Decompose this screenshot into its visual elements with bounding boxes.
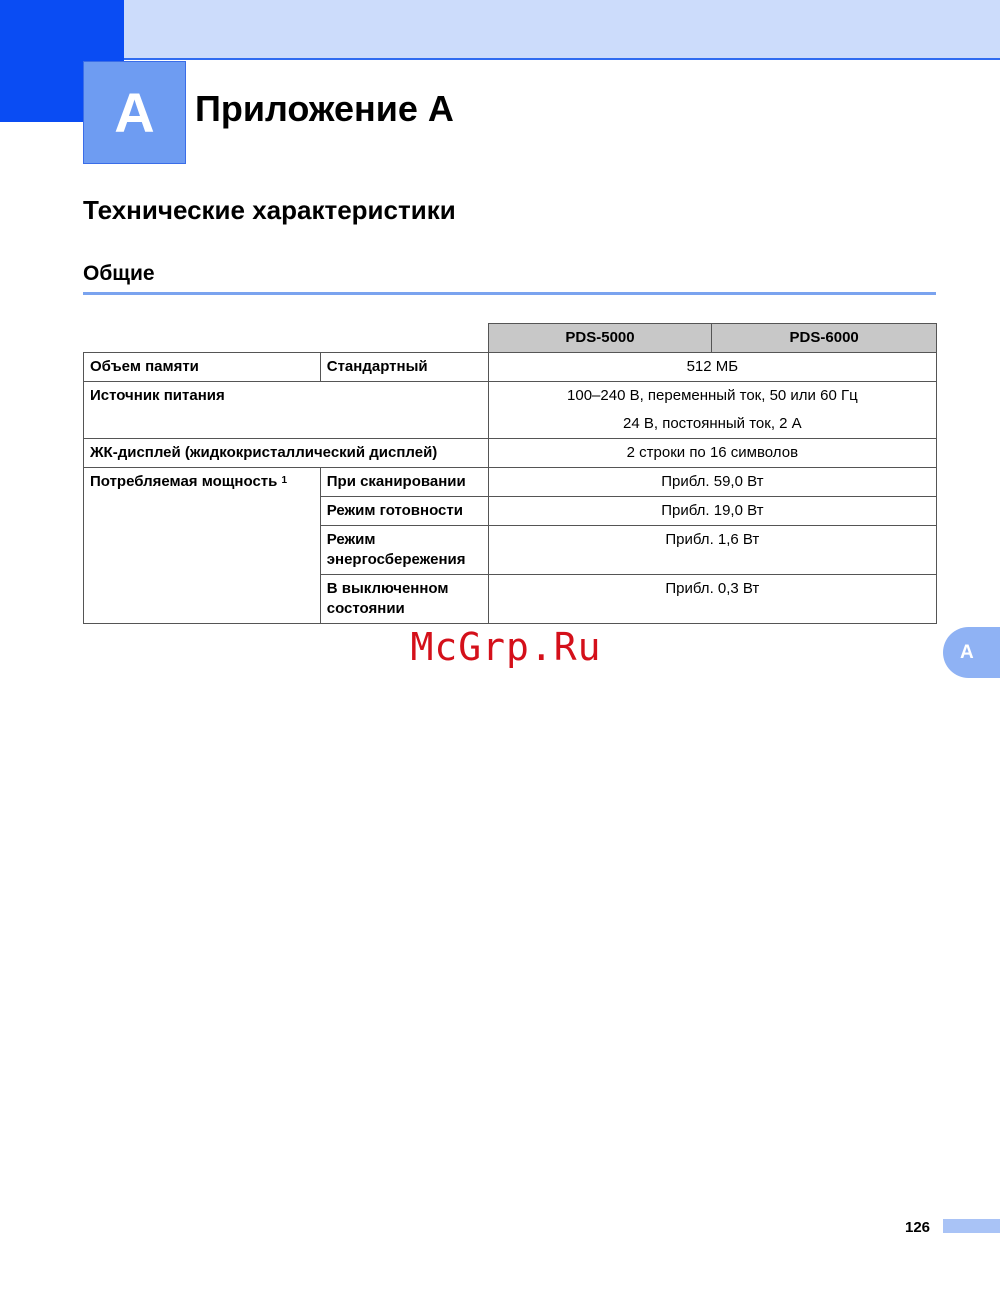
row-sublabel: При сканировании — [320, 468, 488, 497]
row-sublabel: Режим энергосбережения — [320, 526, 488, 575]
row-value: 24 В, постоянный ток, 2 А — [488, 410, 936, 439]
row-label: Источник питания — [84, 382, 489, 439]
header-light-blue-band — [124, 0, 1000, 60]
row-sublabel: Стандартный — [320, 353, 488, 382]
row-value: 100–240 В, переменный ток, 50 или 60 Гц — [488, 382, 936, 411]
spec-table — [83, 323, 937, 624]
table-row — [84, 382, 937, 411]
row-value: 2 строки по 16 символов — [488, 439, 936, 468]
page-number-bar — [943, 1219, 1000, 1233]
row-label — [84, 468, 321, 624]
chapter-letter-box: A — [83, 61, 186, 164]
row-label: ЖК-дисплей (жидкокристаллический дисплей) — [84, 439, 489, 468]
row-value: 512 МБ — [488, 353, 936, 382]
model-header: PDS-5000 — [488, 324, 712, 353]
row-value: Прибл. 59,0 Вт — [488, 468, 936, 497]
subsection-divider — [83, 292, 936, 295]
table-row — [84, 439, 937, 468]
table-row — [84, 353, 937, 382]
subsection-title: Общие — [83, 262, 155, 285]
consumption-label: Потребляемая мощность — [90, 473, 278, 490]
page-number: 126 — [905, 1219, 931, 1236]
row-sublabel: Режим готовности — [320, 497, 488, 526]
table-header-row — [84, 324, 937, 353]
row-value: Прибл. 0,3 Вт — [488, 575, 936, 624]
table-row — [84, 468, 937, 497]
footnote-marker: 1 — [281, 475, 288, 486]
section-title: Технические характеристики — [83, 195, 456, 225]
model-header: PDS-6000 — [712, 324, 937, 353]
watermark: McGrp.Ru — [410, 625, 602, 669]
row-value: Прибл. 19,0 Вт — [488, 497, 936, 526]
row-sublabel: В выключенном состоянии — [320, 575, 488, 624]
row-value: Прибл. 1,6 Вт — [488, 526, 936, 575]
chapter-title: Приложение А — [195, 88, 454, 129]
chapter-side-tab[interactable]: A — [943, 627, 1000, 678]
row-label: Объем памяти — [84, 353, 321, 382]
